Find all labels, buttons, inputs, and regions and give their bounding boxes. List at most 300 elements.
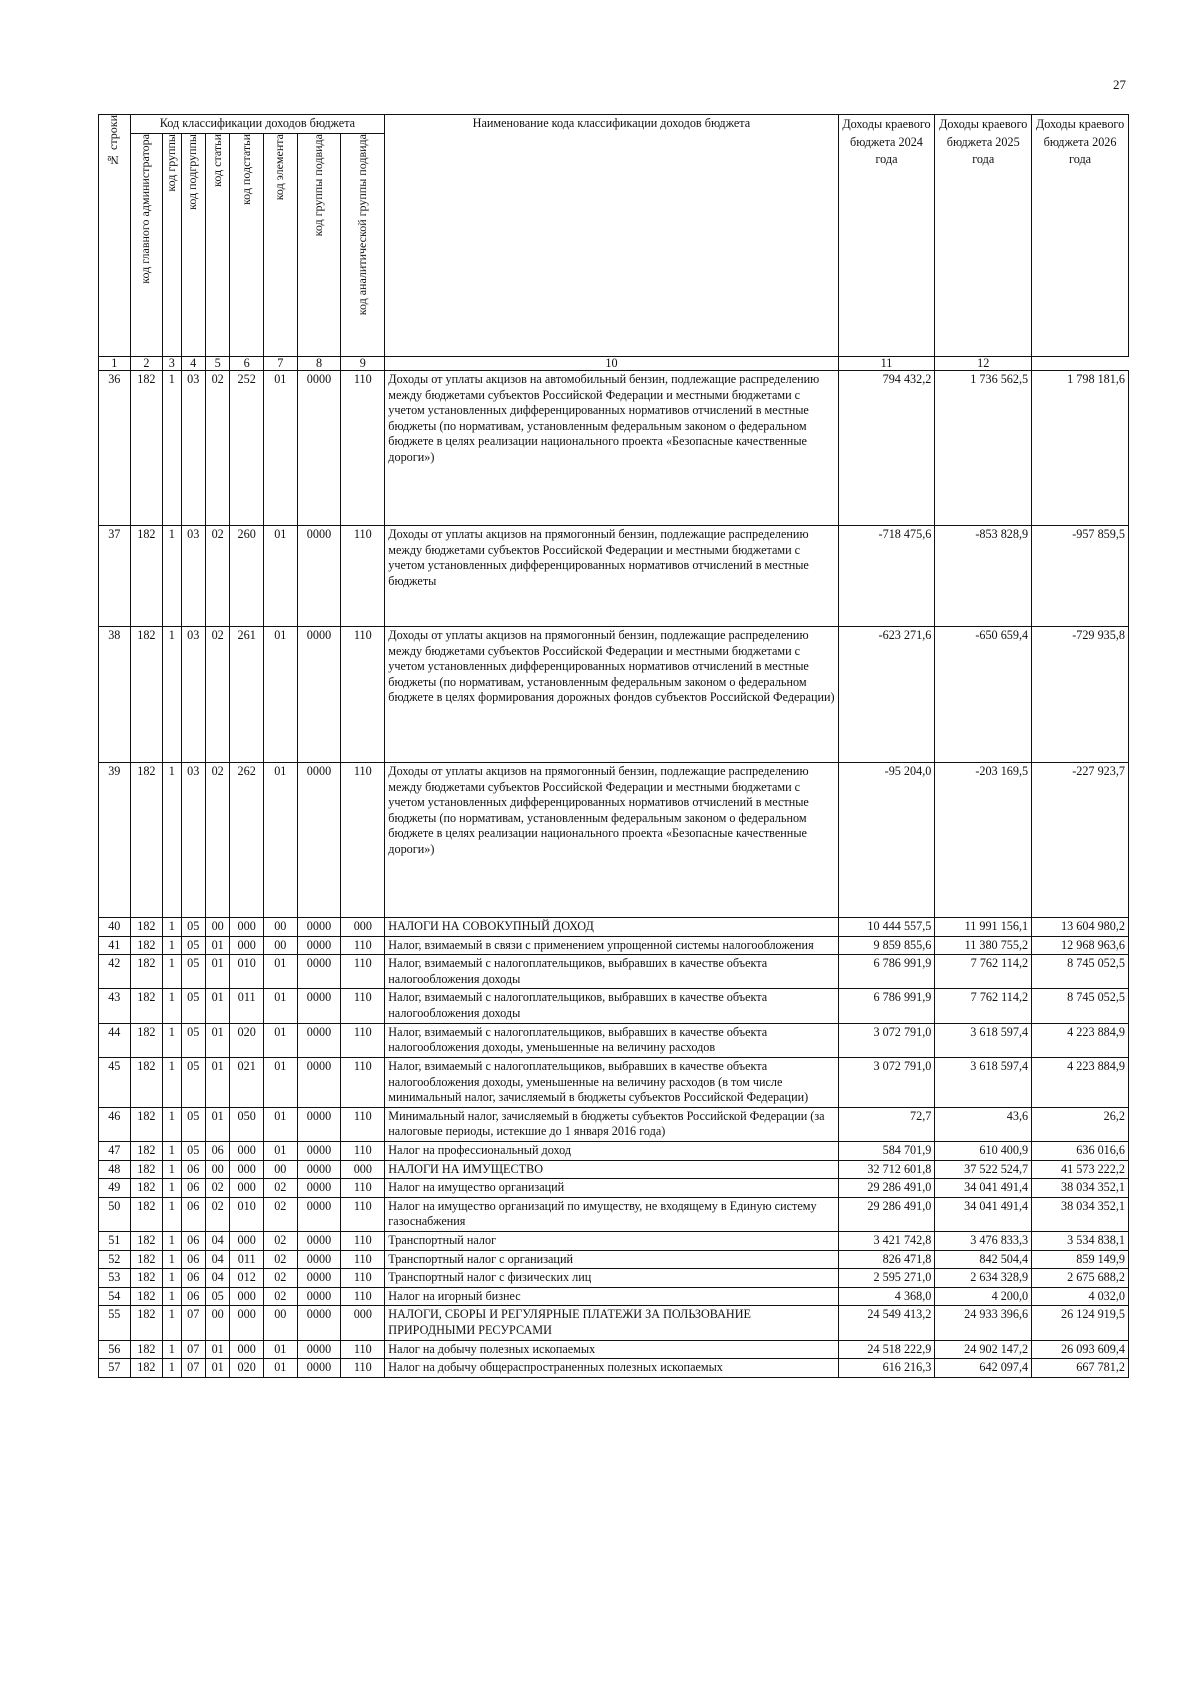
code-group: 1: [163, 1340, 181, 1359]
income-2024: 2 595 271,0: [838, 1269, 935, 1288]
header-income-2024: Доходы краевого бюджета 2024 года: [838, 115, 935, 357]
code-element: 02: [263, 1179, 297, 1198]
code-admin: 182: [130, 1269, 163, 1288]
income-name: НАЛОГИ НА ИМУЩЕСТВО: [385, 1160, 838, 1179]
code-admin: 182: [130, 1160, 163, 1179]
income-2026: 26,2: [1032, 1107, 1129, 1141]
code-analytic-group: 110: [341, 936, 385, 955]
code-analytic-group: 000: [341, 1160, 385, 1179]
income-2025: 3 618 597,4: [935, 1057, 1032, 1107]
income-2026: 3 534 838,1: [1032, 1232, 1129, 1251]
column-number: 10: [385, 356, 838, 370]
code-group: 1: [163, 1179, 181, 1198]
table-row: [99, 1269, 1129, 1288]
code-article: 02: [205, 526, 229, 627]
income-2024: 9 859 855,6: [838, 936, 935, 955]
income-2026: -729 935,8: [1032, 627, 1129, 763]
income-2025: 7 762 114,2: [935, 955, 1032, 989]
income-2024: 29 286 491,0: [838, 1197, 935, 1231]
code-article: 04: [205, 1250, 229, 1269]
income-2025: 34 041 491,4: [935, 1179, 1032, 1198]
code-group: 1: [163, 989, 181, 1023]
income-2025: 842 504,4: [935, 1250, 1032, 1269]
code-subgroup: 07: [181, 1340, 205, 1359]
row-number: 42: [99, 955, 131, 989]
row-number: 50: [99, 1197, 131, 1231]
code-article: 01: [205, 936, 229, 955]
code-analytic-group: 110: [341, 1287, 385, 1306]
header-code-element: код элемента: [263, 133, 297, 356]
income-name: Доходы от уплаты акцизов на прямогонный бензин, подлежащие распределению между бюджетами субъектов Российской Федерации и местными бюджетами с учетом установленных дифференцированных нормативов отчислений в местные бюджеты (по нормативам, установленным федеральным законом о федеральном бюджете в целях формирования дорожных фондов субъектов Российской Федерации): [385, 627, 838, 763]
code-article: 06: [205, 1141, 229, 1160]
code-admin: 182: [130, 1306, 163, 1340]
table-row: [99, 526, 1129, 627]
code-group: 1: [163, 918, 181, 937]
code-admin: 182: [130, 627, 163, 763]
code-subtype-group: 0000: [297, 1197, 341, 1231]
code-article: 00: [205, 1306, 229, 1340]
code-subgroup: 03: [181, 526, 205, 627]
code-subtype-group: 0000: [297, 1057, 341, 1107]
code-analytic-group: 110: [341, 1340, 385, 1359]
income-name: Налог на игорный бизнес: [385, 1287, 838, 1306]
code-subgroup: 07: [181, 1359, 205, 1378]
column-numbers-row: [99, 356, 1129, 370]
code-analytic-group: 110: [341, 1232, 385, 1251]
header-income-2026: Доходы краевого бюджета 2026 года: [1032, 115, 1129, 357]
table-row: [99, 1340, 1129, 1359]
code-admin: 182: [130, 1287, 163, 1306]
code-admin: 182: [130, 1023, 163, 1057]
code-subgroup: 05: [181, 1107, 205, 1141]
code-element: 02: [263, 1250, 297, 1269]
income-2024: 3 072 791,0: [838, 1023, 935, 1057]
code-admin: 182: [130, 526, 163, 627]
income-2024: 29 286 491,0: [838, 1179, 935, 1198]
income-2025: 3 476 833,3: [935, 1232, 1032, 1251]
income-2025: 11 380 755,2: [935, 936, 1032, 955]
income-2024: -718 475,6: [838, 526, 935, 627]
code-article: 02: [205, 627, 229, 763]
row-number: 47: [99, 1141, 131, 1160]
code-subgroup: 06: [181, 1179, 205, 1198]
code-admin: 182: [130, 1179, 163, 1198]
column-number: 4: [181, 356, 205, 370]
column-number: 7: [263, 356, 297, 370]
code-analytic-group: 000: [341, 1306, 385, 1340]
header-code-analytic-group: код аналитической группы подвида: [341, 133, 385, 356]
row-number: 44: [99, 1023, 131, 1057]
code-admin: 182: [130, 1232, 163, 1251]
table-row: [99, 1287, 1129, 1306]
income-2024: 584 701,9: [838, 1141, 935, 1160]
income-2025: 7 762 114,2: [935, 989, 1032, 1023]
header-code-subgroup: код подгруппы: [181, 133, 205, 356]
income-2026: 38 034 352,1: [1032, 1197, 1129, 1231]
income-name: Налог на имущество организаций по имуществу, не входящему в Единую систему газоснабжения: [385, 1197, 838, 1231]
income-2025: -853 828,9: [935, 526, 1032, 627]
code-subarticle: 000: [230, 1160, 264, 1179]
code-element: 01: [263, 1340, 297, 1359]
code-element: 00: [263, 1306, 297, 1340]
code-article: 00: [205, 918, 229, 937]
table-row: [99, 371, 1129, 526]
income-2024: 616 216,3: [838, 1359, 935, 1378]
code-subtype-group: 0000: [297, 371, 341, 526]
income-name: Транспортный налог с физических лиц: [385, 1269, 838, 1288]
code-subarticle: 000: [230, 1340, 264, 1359]
code-analytic-group: 110: [341, 955, 385, 989]
code-subgroup: 06: [181, 1232, 205, 1251]
code-analytic-group: 110: [341, 627, 385, 763]
income-name: Налог, взимаемый с налогоплательщиков, выбравших в качестве объекта налогообложения доходы: [385, 989, 838, 1023]
income-2024: -623 271,6: [838, 627, 935, 763]
code-subgroup: 06: [181, 1250, 205, 1269]
row-number: 36: [99, 371, 131, 526]
code-analytic-group: 110: [341, 371, 385, 526]
code-subarticle: 010: [230, 1197, 264, 1231]
code-group: 1: [163, 526, 181, 627]
code-subarticle: 011: [230, 1250, 264, 1269]
income-2025: 1 736 562,5: [935, 371, 1032, 526]
code-subgroup: 06: [181, 1269, 205, 1288]
income-name: Минимальный налог, зачисляемый в бюджеты субъектов Российской Федерации (за налоговые периоды, истекшие до 1 января 2016 года): [385, 1107, 838, 1141]
code-article: 01: [205, 1107, 229, 1141]
income-2025: 11 991 156,1: [935, 918, 1032, 937]
code-subarticle: 000: [230, 1141, 264, 1160]
income-name: Налог на профессиональный доход: [385, 1141, 838, 1160]
income-2025: -203 169,5: [935, 763, 1032, 918]
code-subgroup: 05: [181, 1141, 205, 1160]
column-number: 2: [130, 356, 163, 370]
column-number: 6: [230, 356, 264, 370]
code-subtype-group: 0000: [297, 1269, 341, 1288]
row-number: 41: [99, 936, 131, 955]
code-analytic-group: 110: [341, 763, 385, 918]
income-2025: 24 902 147,2: [935, 1340, 1032, 1359]
table-row: [99, 1160, 1129, 1179]
code-subgroup: 05: [181, 918, 205, 937]
income-2024: 72,7: [838, 1107, 935, 1141]
code-analytic-group: 110: [341, 1250, 385, 1269]
code-group: 1: [163, 1023, 181, 1057]
code-subtype-group: 0000: [297, 1359, 341, 1378]
row-number: 52: [99, 1250, 131, 1269]
code-subgroup: 05: [181, 1057, 205, 1107]
income-2026: 4 223 884,9: [1032, 1023, 1129, 1057]
code-group: 1: [163, 1232, 181, 1251]
code-subgroup: 05: [181, 955, 205, 989]
code-element: 01: [263, 763, 297, 918]
code-subtype-group: 0000: [297, 526, 341, 627]
code-group: 1: [163, 1107, 181, 1141]
income-name: Налог, взимаемый с налогоплательщиков, выбравших в качестве объекта налогообложения доходы, уменьшенные на величину расходов (в том числе минимальный налог, зачисляемый в бюджеты субъектов Российской Федерации): [385, 1057, 838, 1107]
code-analytic-group: 110: [341, 1197, 385, 1231]
code-group: 1: [163, 1269, 181, 1288]
income-2025: 2 634 328,9: [935, 1269, 1032, 1288]
income-name: Транспортный налог: [385, 1232, 838, 1251]
code-subtype-group: 0000: [297, 763, 341, 918]
code-group: 1: [163, 1306, 181, 1340]
code-subgroup: 03: [181, 763, 205, 918]
income-2024: 3 421 742,8: [838, 1232, 935, 1251]
row-number: 45: [99, 1057, 131, 1107]
code-group: 1: [163, 371, 181, 526]
code-subtype-group: 0000: [297, 1141, 341, 1160]
income-2024: 32 712 601,8: [838, 1160, 935, 1179]
income-name: Налог, взимаемый с налогоплательщиков, выбравших в качестве объекта налогообложения доходы: [385, 955, 838, 989]
income-2025: 43,6: [935, 1107, 1032, 1141]
code-article: 01: [205, 1057, 229, 1107]
income-name: НАЛОГИ НА СОВОКУПНЫЙ ДОХОД: [385, 918, 838, 937]
row-number: 43: [99, 989, 131, 1023]
code-subarticle: 021: [230, 1057, 264, 1107]
code-subgroup: 05: [181, 1023, 205, 1057]
code-article: 02: [205, 763, 229, 918]
code-element: 02: [263, 1232, 297, 1251]
code-element: 02: [263, 1197, 297, 1231]
table-row: [99, 627, 1129, 763]
code-admin: 182: [130, 918, 163, 937]
column-number: 5: [205, 356, 229, 370]
income-name: Налог, взимаемый с налогоплательщиков, выбравших в качестве объекта налогообложения доходы, уменьшенные на величину расходов: [385, 1023, 838, 1057]
code-subarticle: 000: [230, 936, 264, 955]
table-row: [99, 1057, 1129, 1107]
code-element: 01: [263, 1141, 297, 1160]
code-subarticle: 262: [230, 763, 264, 918]
code-article: 04: [205, 1269, 229, 1288]
column-number: 1: [99, 356, 131, 370]
code-analytic-group: 110: [341, 1269, 385, 1288]
code-subarticle: 000: [230, 1306, 264, 1340]
code-element: 01: [263, 989, 297, 1023]
income-2026: -957 859,5: [1032, 526, 1129, 627]
code-subtype-group: 0000: [297, 1232, 341, 1251]
code-group: 1: [163, 1197, 181, 1231]
code-element: 01: [263, 955, 297, 989]
row-number: 38: [99, 627, 131, 763]
income-2026: 38 034 352,1: [1032, 1179, 1129, 1198]
row-number: 51: [99, 1232, 131, 1251]
income-2026: 1 798 181,6: [1032, 371, 1129, 526]
table-row: [99, 1141, 1129, 1160]
code-subtype-group: 0000: [297, 989, 341, 1023]
code-admin: 182: [130, 1197, 163, 1231]
income-2026: 12 968 963,6: [1032, 936, 1129, 955]
income-2026: -227 923,7: [1032, 763, 1129, 918]
code-subarticle: 020: [230, 1023, 264, 1057]
code-subarticle: 000: [230, 1287, 264, 1306]
code-subtype-group: 0000: [297, 936, 341, 955]
table-row: [99, 763, 1129, 918]
code-subtype-group: 0000: [297, 1179, 341, 1198]
row-number: 39: [99, 763, 131, 918]
code-subtype-group: 0000: [297, 1107, 341, 1141]
header-row-number: № строки: [99, 115, 131, 357]
code-article: 02: [205, 371, 229, 526]
code-element: 01: [263, 1057, 297, 1107]
code-admin: 182: [130, 371, 163, 526]
code-subtype-group: 0000: [297, 1023, 341, 1057]
row-number: 49: [99, 1179, 131, 1198]
code-admin: 182: [130, 1141, 163, 1160]
code-group: 1: [163, 1250, 181, 1269]
table-row: [99, 1232, 1129, 1251]
code-subtype-group: 0000: [297, 1160, 341, 1179]
code-admin: 182: [130, 1107, 163, 1141]
income-name: Доходы от уплаты акцизов на автомобильный бензин, подлежащие распределению между бюджетами субъектов Российской Федерации и местными бюджетами с учетом установленных дифференцированных нормативов отчислений в местные бюджеты (по нормативам, установленным федеральным законом о федеральном бюджете в целях реализации национального проекта «Безопасные качественные дороги»): [385, 371, 838, 526]
code-analytic-group: 110: [341, 1179, 385, 1198]
income-2024: 826 471,8: [838, 1250, 935, 1269]
income-2024: 6 786 991,9: [838, 989, 935, 1023]
code-element: 02: [263, 1269, 297, 1288]
code-subarticle: 261: [230, 627, 264, 763]
code-article: 01: [205, 1340, 229, 1359]
code-subgroup: 06: [181, 1160, 205, 1179]
code-subtype-group: 0000: [297, 1250, 341, 1269]
income-2024: 3 072 791,0: [838, 1057, 935, 1107]
row-number: 46: [99, 1107, 131, 1141]
header-code-admin: код главного администратора: [130, 133, 163, 356]
code-group: 1: [163, 1160, 181, 1179]
column-number: 9: [341, 356, 385, 370]
income-2024: 4 368,0: [838, 1287, 935, 1306]
code-group: 1: [163, 627, 181, 763]
income-2025: 4 200,0: [935, 1287, 1032, 1306]
income-2024: 794 432,2: [838, 371, 935, 526]
row-number: 37: [99, 526, 131, 627]
table-row: [99, 1023, 1129, 1057]
table-row: [99, 936, 1129, 955]
income-name: Налог на добычу полезных ископаемых: [385, 1340, 838, 1359]
code-subgroup: 05: [181, 989, 205, 1023]
code-subgroup: 05: [181, 936, 205, 955]
income-2025: 642 097,4: [935, 1359, 1032, 1378]
code-admin: 182: [130, 1359, 163, 1378]
code-article: 05: [205, 1287, 229, 1306]
code-analytic-group: 110: [341, 1141, 385, 1160]
income-2026: 41 573 222,2: [1032, 1160, 1129, 1179]
income-2024: 6 786 991,9: [838, 955, 935, 989]
code-subtype-group: 0000: [297, 1306, 341, 1340]
code-subgroup: 03: [181, 371, 205, 526]
income-name: Доходы от уплаты акцизов на прямогонный бензин, подлежащие распределению между бюджетами субъектов Российской Федерации и местными бюджетами с учетом установленных дифференцированных нормативов отчислений в местные бюджеты (по нормативам, установленным федеральным законом о федеральном бюджете в целях реализации национального проекта «Безопасные качественные дороги»): [385, 763, 838, 918]
income-2024: 10 444 557,5: [838, 918, 935, 937]
code-article: 04: [205, 1232, 229, 1251]
income-name: Доходы от уплаты акцизов на прямогонный бензин, подлежащие распределению между бюджетами субъектов Российской Федерации и местными бюджетами с учетом установленных дифференцированных нормативов отчислений в местные бюджеты: [385, 526, 838, 627]
code-analytic-group: 110: [341, 989, 385, 1023]
code-subarticle: 260: [230, 526, 264, 627]
code-article: 02: [205, 1179, 229, 1198]
income-2026: 26 093 609,4: [1032, 1340, 1129, 1359]
code-analytic-group: 110: [341, 1107, 385, 1141]
table-row: [99, 918, 1129, 937]
income-2026: 26 124 919,5: [1032, 1306, 1129, 1340]
header-code-subtype-group: код группы подвида: [297, 133, 341, 356]
income-name: НАЛОГИ, СБОРЫ И РЕГУЛЯРНЫЕ ПЛАТЕЖИ ЗА ПОЛЬЗОВАНИЕ ПРИРОДНЫМИ РЕСУРСАМИ: [385, 1306, 838, 1340]
code-element: 01: [263, 371, 297, 526]
code-subarticle: 020: [230, 1359, 264, 1378]
code-subarticle: 012: [230, 1269, 264, 1288]
code-analytic-group: 110: [341, 1023, 385, 1057]
code-element: 00: [263, 936, 297, 955]
code-subgroup: 03: [181, 627, 205, 763]
income-2025: -650 659,4: [935, 627, 1032, 763]
income-name: Налог, взимаемый в связи с применением упрощенной системы налогообложения: [385, 936, 838, 955]
code-admin: 182: [130, 1250, 163, 1269]
column-number: 8: [297, 356, 341, 370]
code-subtype-group: 0000: [297, 918, 341, 937]
row-number: 48: [99, 1160, 131, 1179]
code-subgroup: 06: [181, 1287, 205, 1306]
code-admin: 182: [130, 989, 163, 1023]
code-admin: 182: [130, 763, 163, 918]
table-row: [99, 1306, 1129, 1340]
code-element: 01: [263, 627, 297, 763]
code-group: 1: [163, 936, 181, 955]
column-number: 12: [935, 356, 1032, 370]
income-2025: 34 041 491,4: [935, 1197, 1032, 1231]
code-subarticle: 000: [230, 918, 264, 937]
column-number: 11: [838, 356, 935, 370]
table-row: [99, 1250, 1129, 1269]
code-element: 02: [263, 1287, 297, 1306]
code-element: 01: [263, 1107, 297, 1141]
code-group: 1: [163, 1359, 181, 1378]
header-code-group: код группы: [163, 133, 181, 356]
column-number: 3: [163, 356, 181, 370]
income-2025: 24 933 396,6: [935, 1306, 1032, 1340]
code-admin: 182: [130, 936, 163, 955]
code-subgroup: 06: [181, 1197, 205, 1231]
code-element: 00: [263, 918, 297, 937]
page-number: 27: [1113, 77, 1126, 92]
code-subtype-group: 0000: [297, 1287, 341, 1306]
code-admin: 182: [130, 955, 163, 989]
code-article: 01: [205, 1023, 229, 1057]
code-group: 1: [163, 955, 181, 989]
header-code-subarticle: код подстатьи: [230, 133, 264, 356]
code-subarticle: 010: [230, 955, 264, 989]
header-name: Наименование кода классификации доходов бюджета: [385, 115, 838, 357]
code-article: 01: [205, 989, 229, 1023]
code-group: 1: [163, 1057, 181, 1107]
income-2026: 8 745 052,5: [1032, 989, 1129, 1023]
income-name: Налог на добычу общераспространенных полезных ископаемых: [385, 1359, 838, 1378]
table-body: [99, 371, 1129, 1378]
row-number: 54: [99, 1287, 131, 1306]
code-admin: 182: [130, 1057, 163, 1107]
header-code-classification: Код классификации доходов бюджета: [130, 115, 385, 134]
income-2025: 610 400,9: [935, 1141, 1032, 1160]
header-code-article: код статьи: [205, 133, 229, 356]
table-row: [99, 1359, 1129, 1378]
code-analytic-group: 110: [341, 1057, 385, 1107]
row-number: 53: [99, 1269, 131, 1288]
code-subarticle: 000: [230, 1179, 264, 1198]
budget-income-table: [98, 114, 1129, 1378]
income-2026: 859 149,9: [1032, 1250, 1129, 1269]
header-income-2025: Доходы краевого бюджета 2025 года: [935, 115, 1032, 357]
row-number: 55: [99, 1306, 131, 1340]
code-analytic-group: 110: [341, 1359, 385, 1378]
code-element: 00: [263, 1160, 297, 1179]
row-number: 57: [99, 1359, 131, 1378]
code-subarticle: 011: [230, 989, 264, 1023]
row-number: 56: [99, 1340, 131, 1359]
income-2025: 37 522 524,7: [935, 1160, 1032, 1179]
income-2026: 2 675 688,2: [1032, 1269, 1129, 1288]
